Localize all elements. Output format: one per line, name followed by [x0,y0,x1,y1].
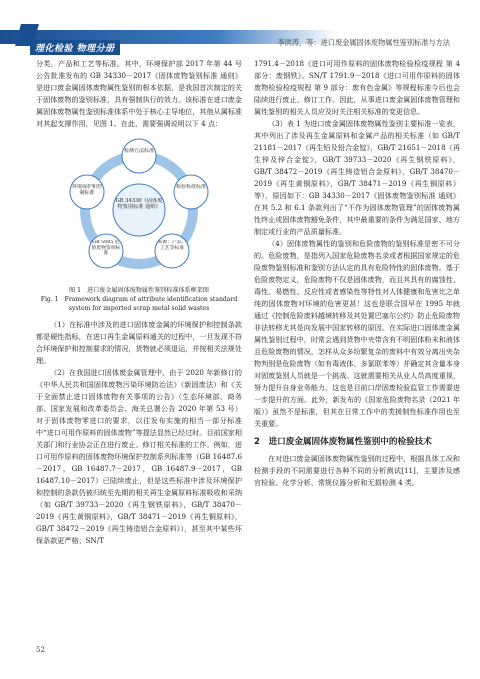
journal-logo: 理化检验 物理分册 [30,40,120,55]
right-column [254,58,460,489]
node-label: 检测方法标准 [124,148,154,154]
node-label: 环境保护和控制标准 [72,184,102,196]
section-heading: 2 进口废金属固体废物属性鉴别中的检验技术 [254,437,432,447]
caption-en: Fig. 1 Framework diagram of attribute identification standard system for imported scrap metal solid wastes [40,296,238,312]
paragraph: （2）在我国进口固体废金属管理中，由于 2020 年新修订的《中华人民共和国固体废物污染环境防治法》（新固废法）和《关于全面禁止进口固体废物有关事项的公告》（生态环境部、商务部、国家发展和改革委员会、海关总署公告 2020 年第 53 号）对于固体废物零进口的要求，以往发布实施的相当一部分标准中“进口可用作原料的固体废物”等提法显然已经过时。目前国家相关部门和行业协会正在进行废止、修订相关标准的工作。例如，进口可用作原料的固体废物环境保护控制系列标准等（GB 16487.6－2017，GB 16487.7－2017，GB 16487.9－2017，GB 16487.10－2017）已陆续废止，但是这些标准中涉及环境保护和控制的条款仍被归统至先期的相关再生金属原料标准吸收和采纳（如 GB/T 39733－2020《再生钢铁原料》，GB/T 38470－2019《再生黄铜原料》，GB/T 38471－2019《再生铜原料》，GB/T 38472－2019《再生铸造铝合金原料》），甚至其中某些环保条款更严格；SN/T [36,368,242,545]
paragraph: 分类，产品和工艺等标准。其中，环境保护部 2017 年第 44 号公告批准发布的 GB 34330－2017《固体废物鉴别标准 通则》是进口废金属固体废物属性鉴别的根本依据，是我国首次制定的关于固体废物的鉴别标准，具有强制执行的效力。该标准在进口废金属固体废物属性鉴别标准体系中处于核心主导地位，其他从属标准对其起支撑作用，见图 1。在此，需要强调说明以下 4 点： [36,59,242,128]
figure-caption [36,286,242,313]
paragraph: （1）在标准中涉及的进口固体废金属的环境保护和控制条款都是硬性指标，在进口再生金属原料通关的过程中，一旦发现不符合环境保护和控制要求的情况，货物就必须退运，并按相关法规处理。 [36,320,242,365]
figure-1 [36,134,242,284]
running-title: 李洪涛，等：进口废金属固体废物属性鉴别标准与方法 [277,38,450,47]
caption-cn: 图 1 进口废金属固体废物属性鉴别标准体系框架图 [69,287,209,294]
framework-diagram [36,134,242,284]
paragraph: 1791.4－2018《进口可用作原料的固体废物检验检疫规程 第 4 部分：废钢铁》、SN/T 1791.9－2018《进口可用作原料的固体废物检验检疫规程 第 9 部分：废有色金属》等规程标准今后也会陆续进行废止、修订工作。因此，从事进口废金属固体废物管理和属性鉴别的相关人员应及时关注相关标准的变更信息。 [254,59,460,116]
paragraph: （3）表 1 为进口废金属固体废物属性鉴别主要标准一览表，其中列出了涉及再生金属原料和金属产品的相关标准（如 GB/T 21181－2017《再生铅及铅合金锭》，GB/T 21651－2018《再生锌及锌合金锭》，GB/T 39733－2020《再生钢铁原料》，GB/T 38472－2019《再生铸造铝合金原料》，GB/T 38470－2019《再生黄铜原料》，GB/T 38471－2019《再生铜原料》等），原因如下：GB 34330－2017《固体废物鉴别标准 通则》在其 5.2 和 6.1 条款列出了“不作为固体废物管理”的固体废物属性终止或固体废物豁免条件，其中最重要的条件为满足国家、地方制定或行业的产品质量标准。 [254,119,460,236]
page-number: 52 [36,646,45,654]
page-header [0,0,480,52]
paragraph: 在对进口废金属固体废物属性鉴别的过程中，根据具体工况和检测手段的不同需要进行各种不同的分析测试[11]，主要涉及感官检验、化学分析、常规仪器分析和无损检测 4 类。 [254,454,460,487]
center-label: GB 34330《固体废物鉴别标准 通则》 [115,198,163,210]
node-label: 检验检疫标准 [176,184,206,190]
paragraph: （4）固体废物属性的鉴别和危险废物的鉴别标准是密不可分的。危险废物，是指列入国家危险废物名录或者根据国家规定的危险废物鉴别标准和鉴别方法认定的具有危险特性的固体废物。基于危险废物定义，危险废物不仅是固体废物，而且其具有的腐蚀性、毒性、易燃性、反应性或者感染性等特性对人体健康和危害比之单纯的固体废物对环境的危害更甚！这也是联合国早在 1995 年就通过《控制危险废料越境转移及其处置巴塞尔公约》防止危险废物非法转移尤其是向发展中国家转移的原因。在实际进口固体废金属属性鉴别过程中，时常会遇到货物中夹带含有不明固体粉末和液体且危险废物的情况，怎样从众多纷繁复杂的废料中有效分离出夹杂物判别是危险废物（如有毒液体、多氯联苯等）并确定其含量本身对固废鉴别人员就是一个挑战。这就需要相关从业人员高度重视，努力提升自身业务能力，这也是目前口岸固废检验监管工作需要进一步提升的方面。此外，新发布的《国家危险废物名录（2021 年版）》虽然不是标准，但其在日常工作中的类援制性标准作用也至关重要。 [254,239,460,428]
node-label: 来源：产品、工艺等标准 [157,240,187,251]
left-column [36,58,242,547]
node-label: GB 5085 危险废物鉴别标准 [91,240,121,257]
